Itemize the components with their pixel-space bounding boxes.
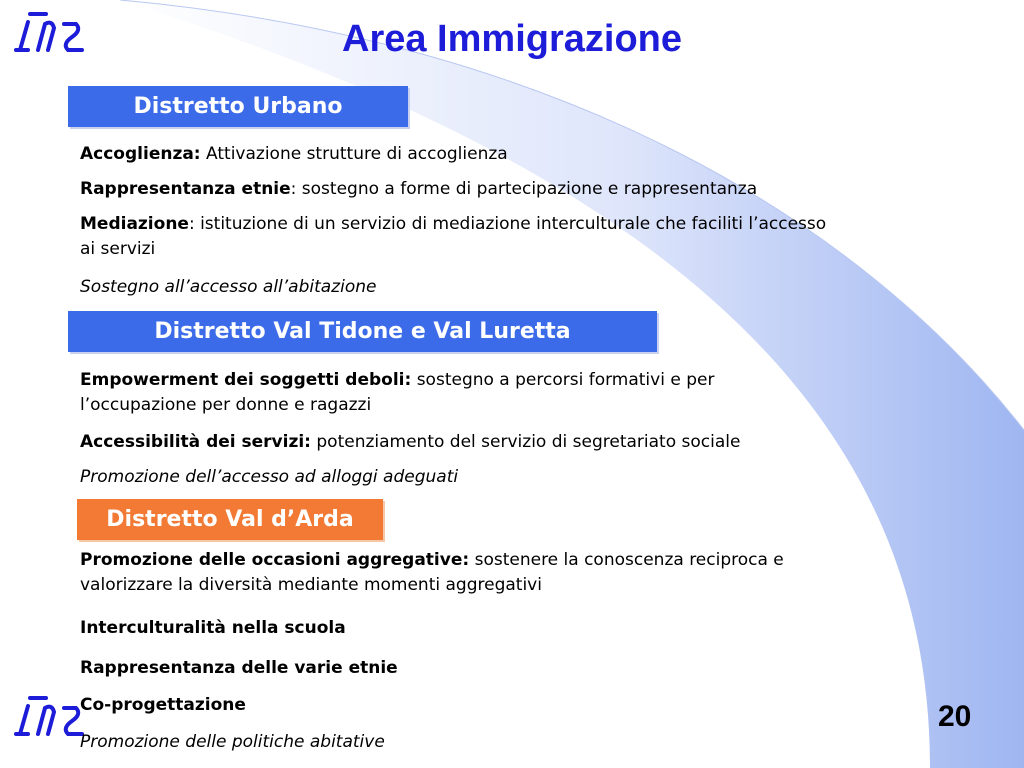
list-item: Promozione delle politiche abitative	[80, 732, 385, 752]
item-text: : sostegno a forme di partecipazione e rappresentanza	[290, 179, 758, 199]
list-item	[80, 693, 246, 718]
item-label: Interculturalità nella scuola	[80, 618, 346, 638]
section-header-distretto-urbano: Distretto Urbano	[68, 86, 408, 127]
page-number: 20	[938, 700, 972, 733]
item-text-continued: valorizzare la diversità mediante momenti aggregativi	[80, 575, 542, 595]
logo-bottom	[8, 692, 88, 740]
list-item	[80, 212, 960, 262]
item-label: Accessibilità dei servizi:	[80, 432, 311, 452]
list-item: Promozione dell’accesso ad alloggi adeguati	[80, 467, 459, 487]
list-item	[80, 430, 740, 455]
item-text: sostegno a percorsi formativi e per	[411, 370, 715, 390]
item-text: potenziamento del servizio di segretariato sociale	[310, 432, 741, 452]
item-label: Mediazione	[80, 214, 189, 234]
item-label: Accoglienza:	[80, 144, 201, 164]
list-item: Sostegno all’accesso all’abitazione	[80, 277, 377, 297]
item-label: Rappresentanza delle varie etnie	[80, 658, 398, 678]
item-text: sostenere la conoscenza reciproca e	[469, 550, 784, 570]
list-item	[80, 548, 960, 598]
list-item	[80, 656, 398, 681]
section-header-val-d-arda: Distretto Val d’Arda	[77, 499, 383, 540]
list-item	[80, 142, 508, 167]
list-item	[80, 177, 757, 202]
item-text-continued: ai servizi	[80, 239, 156, 259]
item-text: : istituzione di un servizio di mediazione interculturale che faciliti l’accesso	[188, 214, 827, 234]
list-item	[80, 368, 880, 418]
item-label: Co-progettazione	[80, 695, 246, 715]
item-label: Rappresentanza etnie	[80, 179, 291, 199]
item-text-continued: l’occupazione per donne e ragazzi	[80, 395, 372, 415]
list-item	[80, 616, 346, 641]
page-title: Area Immigrazione	[342, 18, 682, 60]
section-header-val-tidone: Distretto Val Tidone e Val Luretta	[68, 311, 657, 352]
logo-top	[8, 8, 88, 56]
item-label: Empowerment dei soggetti deboli:	[80, 370, 412, 390]
item-label: Promozione delle occasioni aggregative:	[80, 550, 470, 570]
item-text: Attivazione strutture di accoglienza	[200, 144, 508, 164]
